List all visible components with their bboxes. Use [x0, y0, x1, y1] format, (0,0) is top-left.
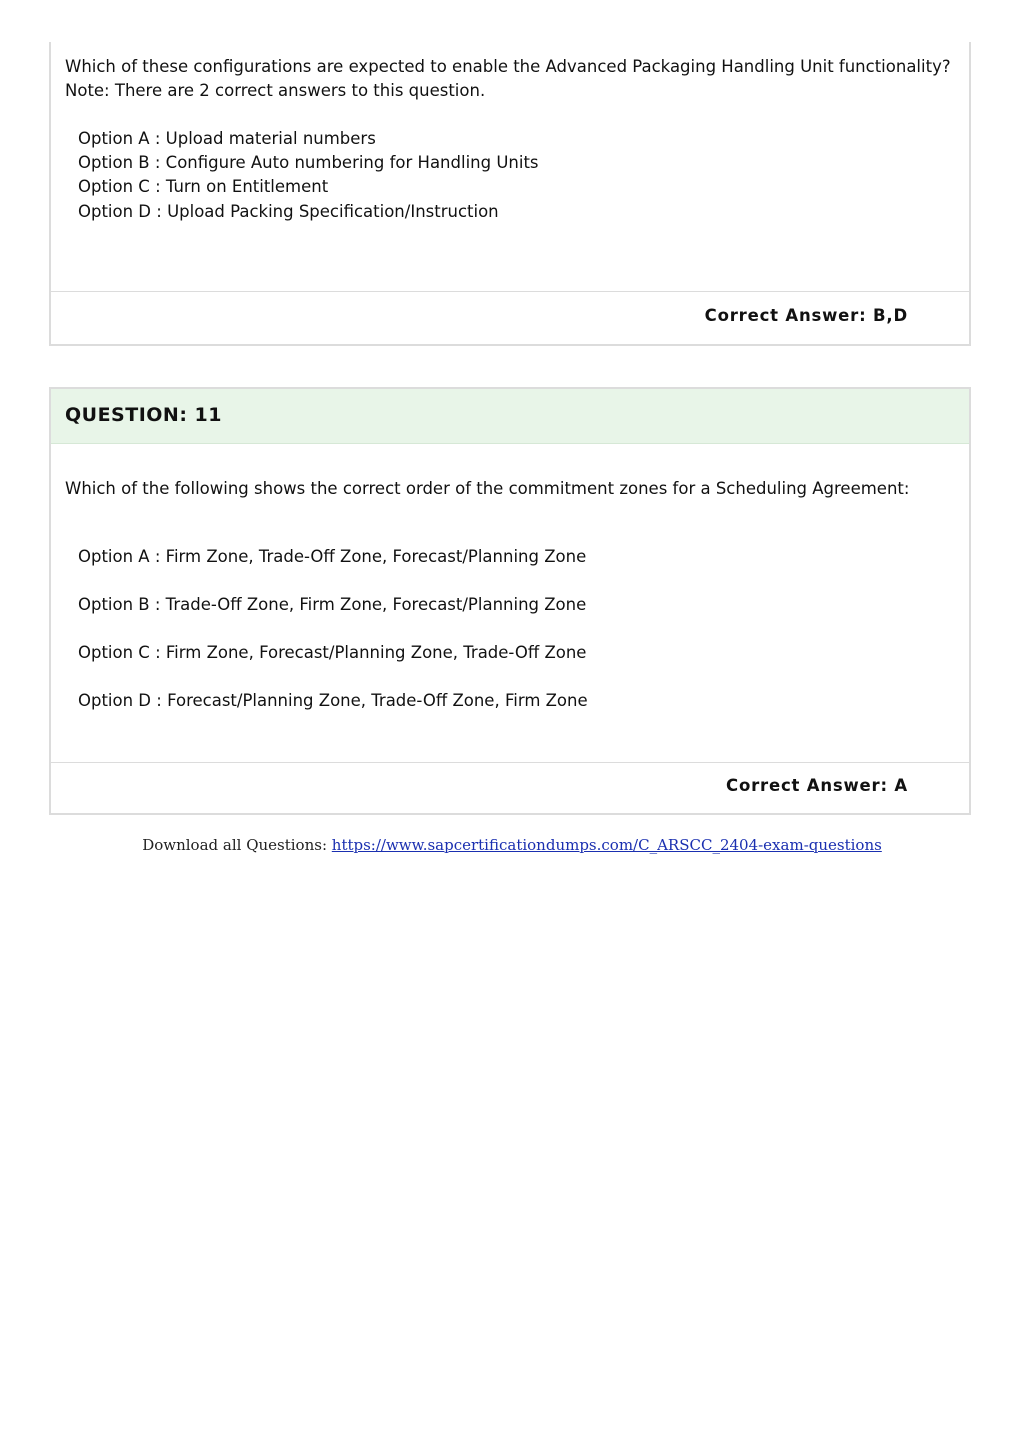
question-card-previous: [49, 42, 971, 346]
option-b: Option B : Trade-Off Zone, Firm Zone, Forecast/Planning Zone: [78, 595, 587, 614]
answer-divider: [51, 762, 969, 763]
option-d: Option D : Forecast/Planning Zone, Trade-Off Zone, Firm Zone: [78, 691, 588, 710]
option-a: Option A : Upload material numbers: [78, 129, 376, 148]
answer-divider: [51, 291, 969, 292]
option-b: Option B : Configure Auto numbering for Handling Units: [78, 153, 539, 172]
option-a: Option A : Firm Zone, Trade-Off Zone, Forecast/Planning Zone: [78, 547, 587, 566]
download-link[interactable]: https://www.sapcertificationdumps.com/C_ARSCC_2404-exam-questions: [331, 836, 882, 854]
question-stem-line1: Which of these configurations are expected to enable the Advanced Packaging Handling Unit functionality?: [65, 57, 951, 76]
footer-label: Download all Questions:: [142, 836, 327, 854]
question-stem-line2: Note: There are 2 correct answers to this question.: [65, 81, 486, 100]
download-footer: [0, 836, 1024, 854]
option-c: Option C : Turn on Entitlement: [78, 177, 329, 196]
option-c: Option C : Firm Zone, Forecast/Planning Zone, Trade-Off Zone: [78, 643, 587, 662]
question-stem: Which of the following shows the correct order of the commitment zones for a Scheduling Agreement:: [65, 479, 910, 498]
question-header: [51, 389, 969, 444]
question-title: QUESTION: 11: [65, 404, 222, 426]
correct-answer: Correct Answer: B,D: [704, 306, 908, 325]
correct-answer: Correct Answer: A: [726, 776, 908, 795]
question-card-11: [49, 387, 971, 815]
option-d: Option D : Upload Packing Specification/Instruction: [78, 202, 499, 221]
